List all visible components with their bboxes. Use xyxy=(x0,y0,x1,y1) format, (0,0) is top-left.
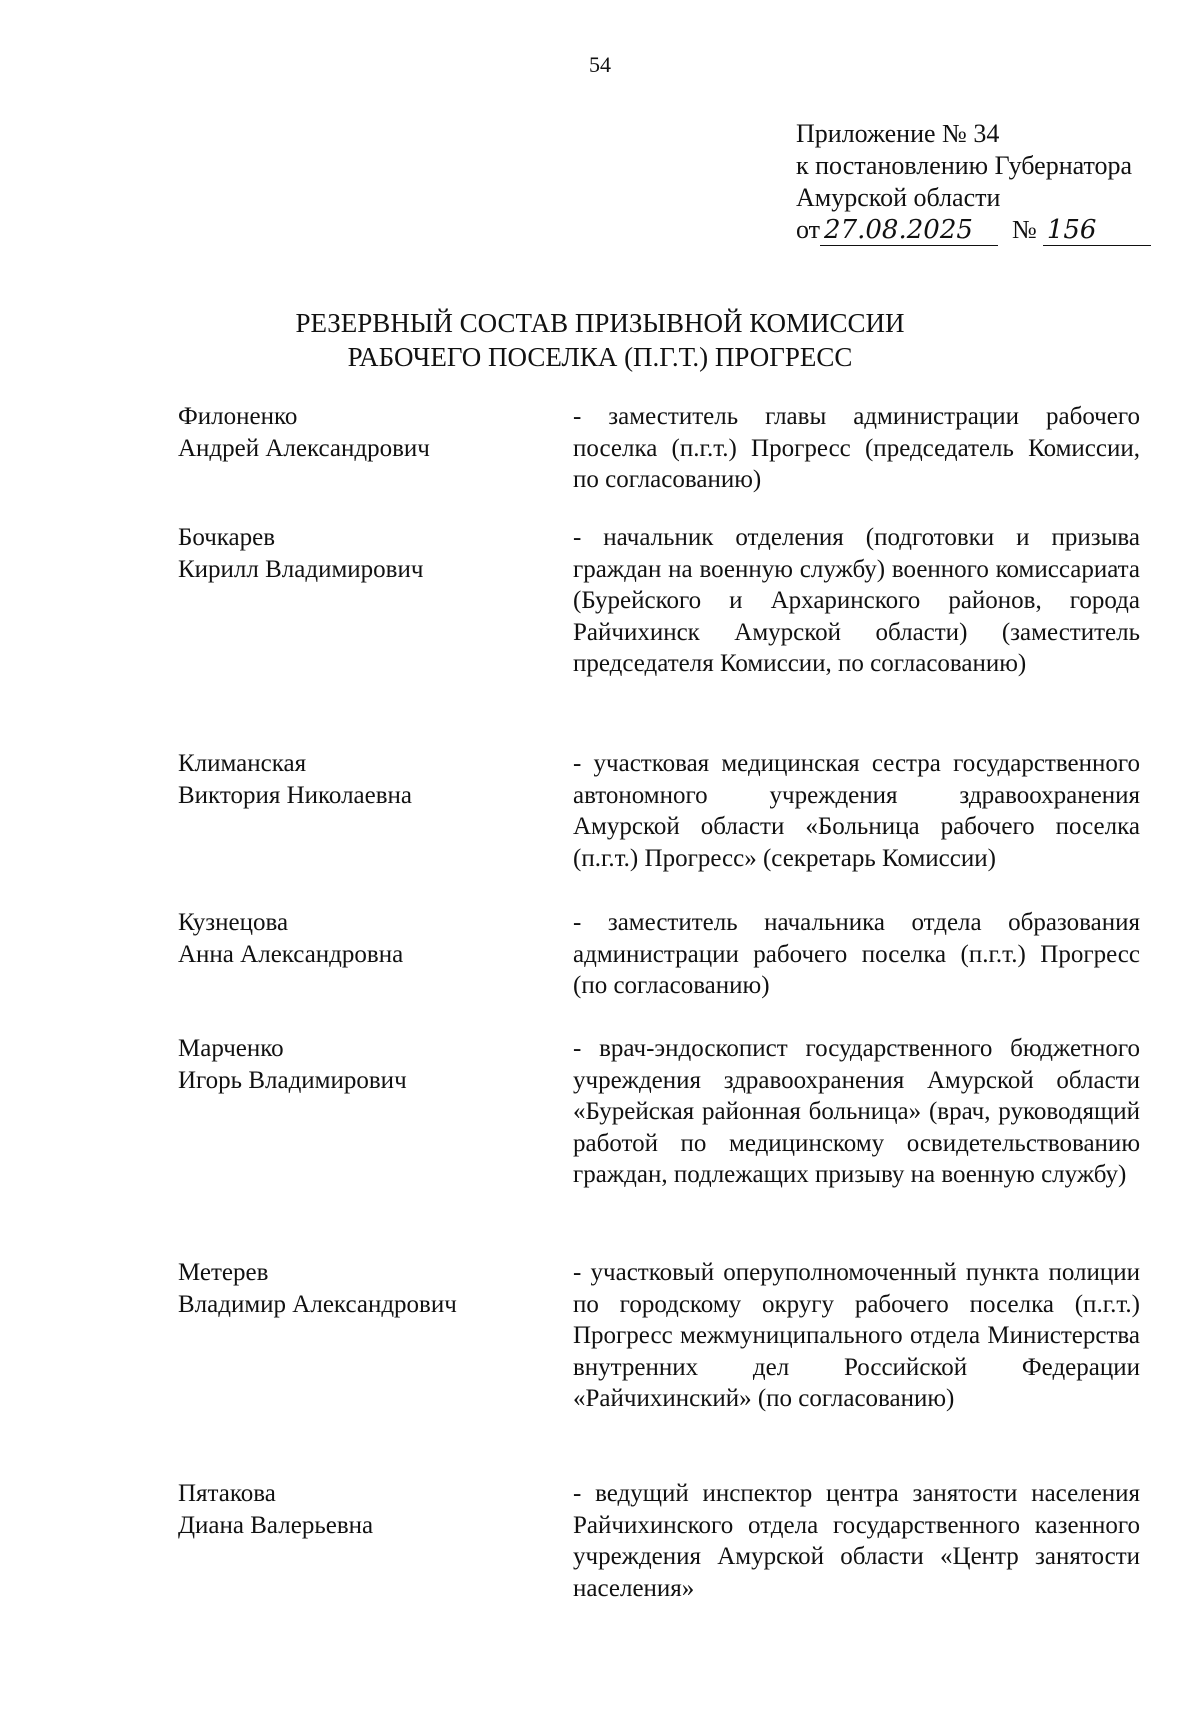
member-role: - начальник отделения (подготовки и призыва граждан на военную службу) военного комиссариата (Бурейского и Архаринского районов, города Райчихинск Амурской области) (заместитель председателя Комиссии, по согласованию) xyxy=(573,524,1140,677)
handwritten-number: 156 xyxy=(1043,215,1151,246)
member-name xyxy=(178,1478,558,1541)
member-role: - участковая медицинская сестра государственного автономного учреждения здравоохранения Амурской области «Больница рабочего поселка (п.г.т.) Прогресс» (секретарь Комиссии) xyxy=(573,750,1140,872)
member-role: - заместитель начальника отдела образования администрации рабочего поселка (п.г.т.) Прогресс (по согласованию) xyxy=(573,909,1140,999)
member-name xyxy=(178,1033,558,1096)
handwritten-date: 27.08.2025 xyxy=(820,215,998,246)
appendix-region-line: Амурской области xyxy=(796,183,1001,212)
title-line-1: РЕЗЕРВНЫЙ СОСТАВ ПРИЗЫВНОЙ КОМИССИИ xyxy=(295,308,905,338)
member-surname: Климанская xyxy=(178,750,307,777)
member-surname: Метерев xyxy=(178,1259,269,1286)
appendix-title: Приложение № 34 xyxy=(796,119,1000,148)
member-given-names: Кирилл Владимирович xyxy=(178,555,424,583)
member-surname: Филоненко xyxy=(178,403,298,430)
member-role: - врач-эндоскопист государственного бюджетного учреждения здравоохранения Амурской области «Бурейская районная больница» (врач, руководящий работой по медицинскому освидетельствованию граждан, подлежащих призыву на военную службу) xyxy=(573,1035,1140,1188)
member-given-names: Анна Александровна xyxy=(178,940,404,968)
member-name xyxy=(178,1257,558,1320)
document-title xyxy=(0,306,1200,374)
member-surname: Бочкарев xyxy=(178,524,276,551)
member-role: - заместитель главы администрации рабочего поселка (п.г.т.) Прогресс (председатель Комиссии, по согласованию) xyxy=(573,403,1140,493)
member-given-names: Диана Валерьевна xyxy=(178,1511,374,1539)
member-surname: Пятакова xyxy=(178,1480,276,1507)
member-surname: Марченко xyxy=(178,1035,284,1062)
member-name xyxy=(178,748,558,811)
member-given-names: Андрей Александрович xyxy=(178,434,430,462)
date-prefix: от xyxy=(796,215,821,244)
member-role: - участковый оперуполномоченный пункта полиции по городскому округу рабочего поселка (п.г.т.) Прогресс межмуниципального отдела Министерства внутренних дел Российской Федерации «Райчихинский» (по согласованию) xyxy=(573,1259,1140,1412)
title-line-2: РАБОЧЕГО ПОСЕЛКА (П.Г.Т.) ПРОГРЕСС xyxy=(347,342,853,372)
member-given-names: Виктория Николаевна xyxy=(178,781,413,809)
member-given-names: Игорь Владимирович xyxy=(178,1066,407,1094)
member-role: - ведущий инспектор центра занятости населения Райчихинского отдела государственного казенного учреждения Амурской области «Центр занятости населения» xyxy=(573,1480,1140,1602)
member-name xyxy=(178,522,558,585)
page-number: 54 xyxy=(589,52,611,77)
member-name xyxy=(178,401,558,464)
appendix-decree-line: к постановлению Губернатора xyxy=(796,151,1133,180)
member-name xyxy=(178,907,558,970)
appendix-date-number-line xyxy=(796,214,1151,246)
member-given-names: Владимир Александрович xyxy=(178,1290,457,1318)
appendix-block xyxy=(796,118,1151,246)
member-surname: Кузнецова xyxy=(178,909,289,936)
number-label: № xyxy=(1012,215,1037,244)
